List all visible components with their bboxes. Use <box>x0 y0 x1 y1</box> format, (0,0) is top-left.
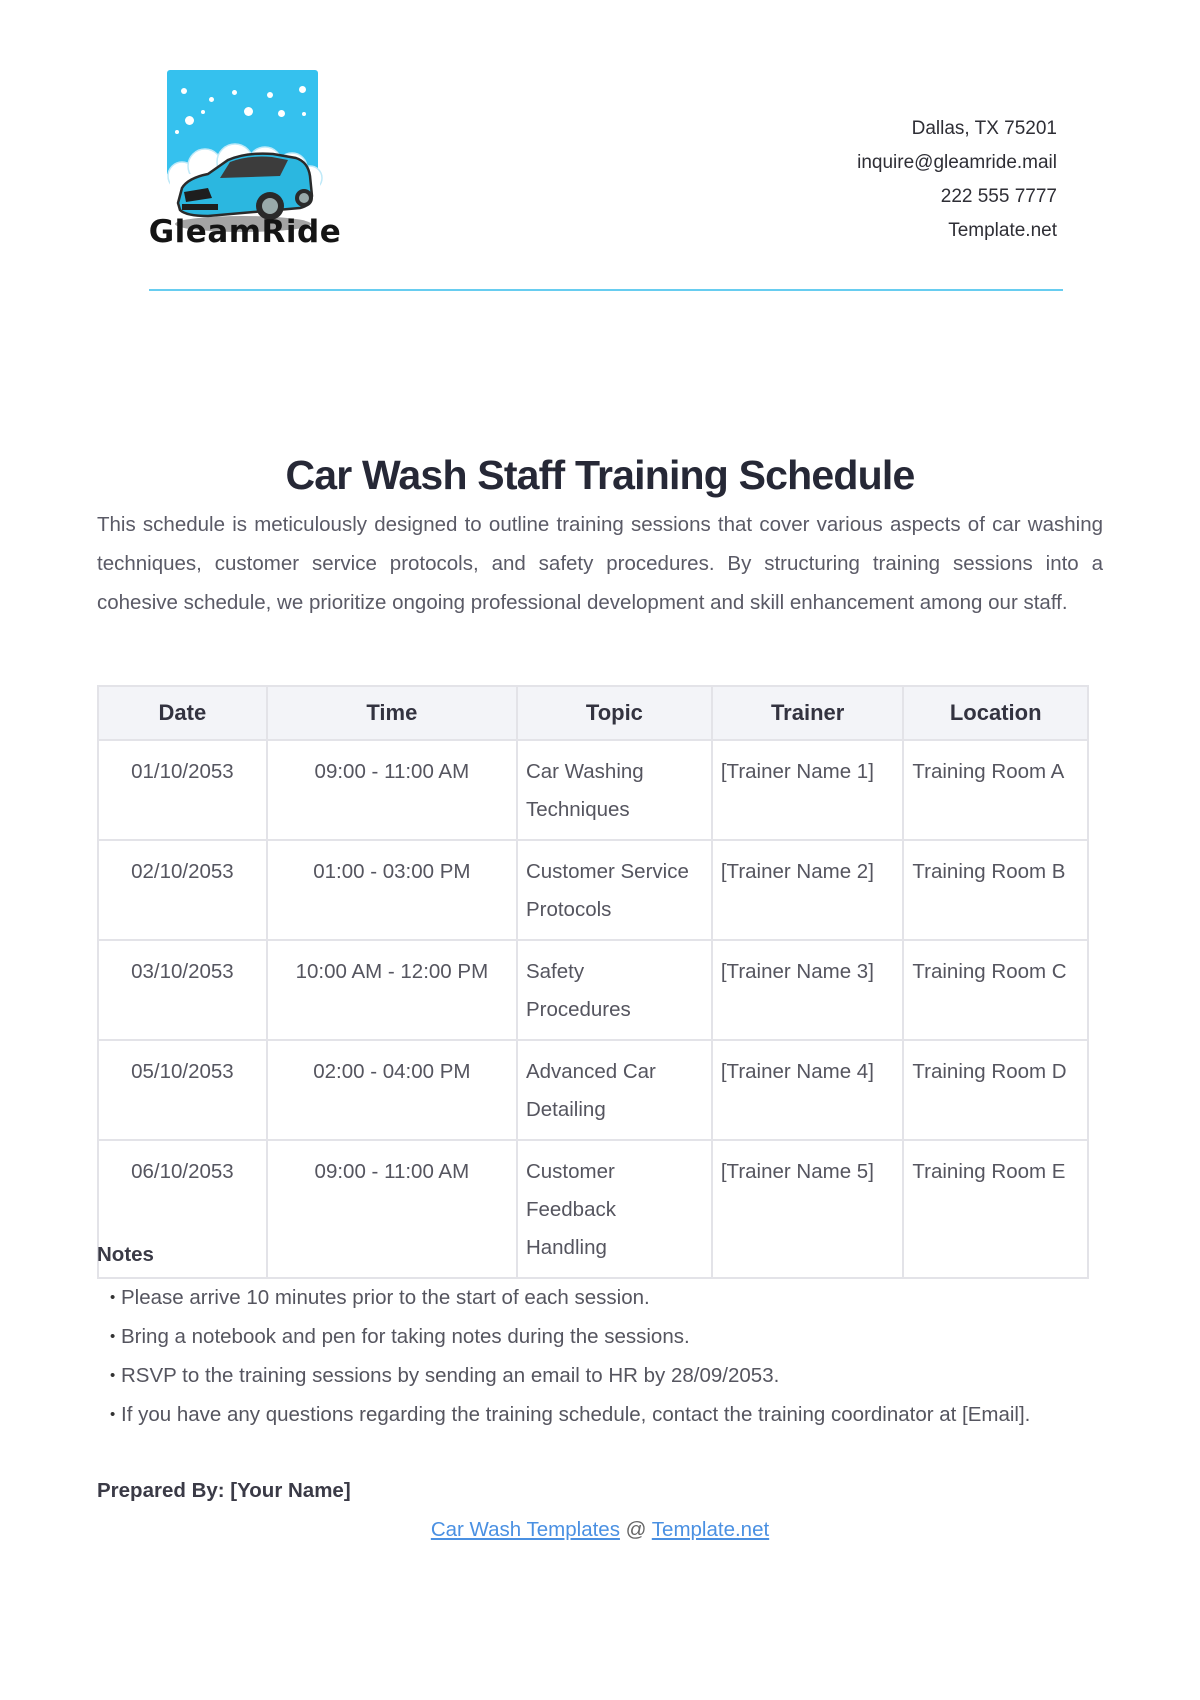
cell-topic: Customer Feedback Handling <box>517 1140 712 1278</box>
header-time: Time <box>267 686 517 740</box>
contact-email: inquire@gleamride.mail <box>857 152 1057 173</box>
cell-topic: Advanced Car Detailing <box>517 1040 712 1140</box>
table-row <box>98 840 1088 940</box>
header-topic: Topic <box>517 686 712 740</box>
notes-list <box>110 1278 1090 1434</box>
cell-location: Training Room B <box>903 840 1088 940</box>
contact-address: Dallas, TX 75201 <box>911 118 1057 139</box>
notes-heading: Notes <box>97 1243 154 1266</box>
cell-topic: Car Washing Techniques <box>517 740 712 840</box>
car-wash-templates-link[interactable]: Car Wash Templates <box>430 1518 620 1541</box>
cell-trainer: [Trainer Name 5] <box>712 1140 904 1278</box>
cell-location: Training Room A <box>903 740 1088 840</box>
header-trainer: Trainer <box>712 686 904 740</box>
brand-name: GleamRide <box>148 214 342 250</box>
cell-time: 10:00 AM - 12:00 PM <box>267 940 517 1040</box>
table-row <box>98 1040 1088 1140</box>
contact-info <box>857 112 1057 248</box>
cell-trainer: [Trainer Name 1] <box>712 740 904 840</box>
cell-trainer: [Trainer Name 4] <box>712 1040 904 1140</box>
cell-trainer: [Trainer Name 2] <box>712 840 904 940</box>
header-divider <box>149 289 1063 291</box>
training-schedule-table <box>97 685 1089 1279</box>
cell-date: 02/10/2053 <box>98 840 267 940</box>
page-title: Car Wash Staff Training Schedule <box>285 452 915 498</box>
footer <box>0 1518 1200 1542</box>
cell-location: Training Room D <box>903 1040 1088 1140</box>
header-location: Location <box>903 686 1088 740</box>
cell-date: 01/10/2053 <box>98 740 267 840</box>
contact-phone: 222 555 7777 <box>940 186 1057 207</box>
cell-date: 03/10/2053 <box>98 940 267 1040</box>
note-item: • If you have any questions regarding the training schedule, contact the training coordinator at [Email]. <box>110 1395 1090 1434</box>
template-net-link[interactable]: Template.net <box>651 1518 770 1541</box>
cell-time: 02:00 - 04:00 PM <box>267 1040 517 1140</box>
cell-time: 09:00 - 11:00 AM <box>267 740 517 840</box>
cell-date: 06/10/2053 <box>98 1140 267 1278</box>
table-header-row <box>98 686 1088 740</box>
cell-time: 01:00 - 03:00 PM <box>267 840 517 940</box>
cell-trainer: [Trainer Name 3] <box>712 940 904 1040</box>
cell-location: Training Room C <box>903 940 1088 1040</box>
note-item: • Please arrive 10 minutes prior to the start of each session. <box>110 1278 1090 1317</box>
cell-topic: Safety Procedures <box>517 940 712 1040</box>
footer-separator: @ <box>625 1518 647 1541</box>
cell-topic: Customer Service Protocols <box>517 840 712 940</box>
note-item: • Bring a notebook and pen for taking notes during the sessions. <box>110 1317 1090 1356</box>
cell-time: 09:00 - 11:00 AM <box>267 1140 517 1278</box>
cell-location: Training Room E <box>903 1140 1088 1278</box>
company-logo <box>140 68 350 258</box>
table-row <box>98 940 1088 1040</box>
prepared-by: Prepared By: [Your Name] <box>97 1479 351 1502</box>
table-row <box>98 740 1088 840</box>
cell-date: 05/10/2053 <box>98 1040 267 1140</box>
header-date: Date <box>98 686 267 740</box>
contact-website: Template.net <box>948 220 1057 241</box>
note-item: • RSVP to the training sessions by sending an email to HR by 28/09/2053. <box>110 1356 1090 1395</box>
table-row <box>98 1140 1088 1278</box>
intro-paragraph: This schedule is meticulously designed to outline training sessions that cover various aspects of car washing techniques, customer service protocols, and safety procedures. By structuring training sessions into a cohesive schedule, we prioritize ongoing professional development and skill enhancement among our staff. <box>97 513 1103 614</box>
